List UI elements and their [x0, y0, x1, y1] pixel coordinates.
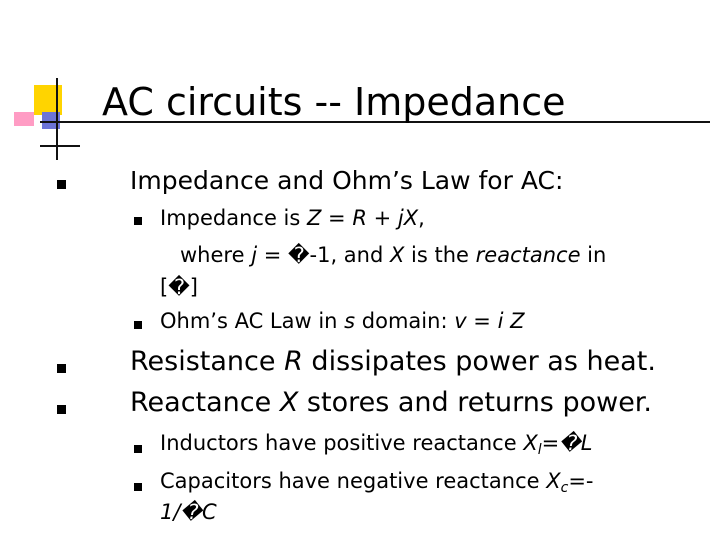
- bullet-square: [134, 445, 142, 453]
- sub-bullet-capacitors: Capacitors have negative reactance $X_c=-$: [160, 469, 594, 496]
- sub-bullet-impedance-def: Impedance is Z = R + jX,: [160, 206, 425, 230]
- bullet-square: [57, 405, 66, 414]
- sub-bullet-ohms-ac-law: Ohm’s AC Law in s domain: v = i Z: [160, 309, 525, 333]
- bullet-impedance-ohms-law: Impedance and Ohm’s Law for AC:: [130, 166, 564, 195]
- bullet-square: [134, 217, 142, 225]
- decor-pink-square: [14, 112, 34, 126]
- slide-title: AC circuits -- Impedance: [102, 80, 566, 124]
- decor-short-line: [40, 145, 80, 147]
- sub-bullet-capacitors-cont: 1/�C: [160, 500, 217, 524]
- bullet-square: [134, 483, 142, 491]
- bullet-resistance: Resistance R dissipates power as heat.: [130, 346, 656, 377]
- sub-bullet-impedance-cont: where j = �-1, and X is the reactance in: [180, 243, 607, 267]
- bullet-square: [57, 180, 66, 189]
- bullet-square: [57, 364, 66, 373]
- bullet-reactance: Reactance X stores and returns power.: [130, 387, 653, 418]
- sub-bullet-unit: [�]: [160, 275, 198, 299]
- bullet-square: [134, 321, 142, 329]
- sub-bullet-inductors: Inductors have positive reactance $X_l=�L$: [160, 431, 593, 458]
- decor-vertical-line: [56, 78, 58, 160]
